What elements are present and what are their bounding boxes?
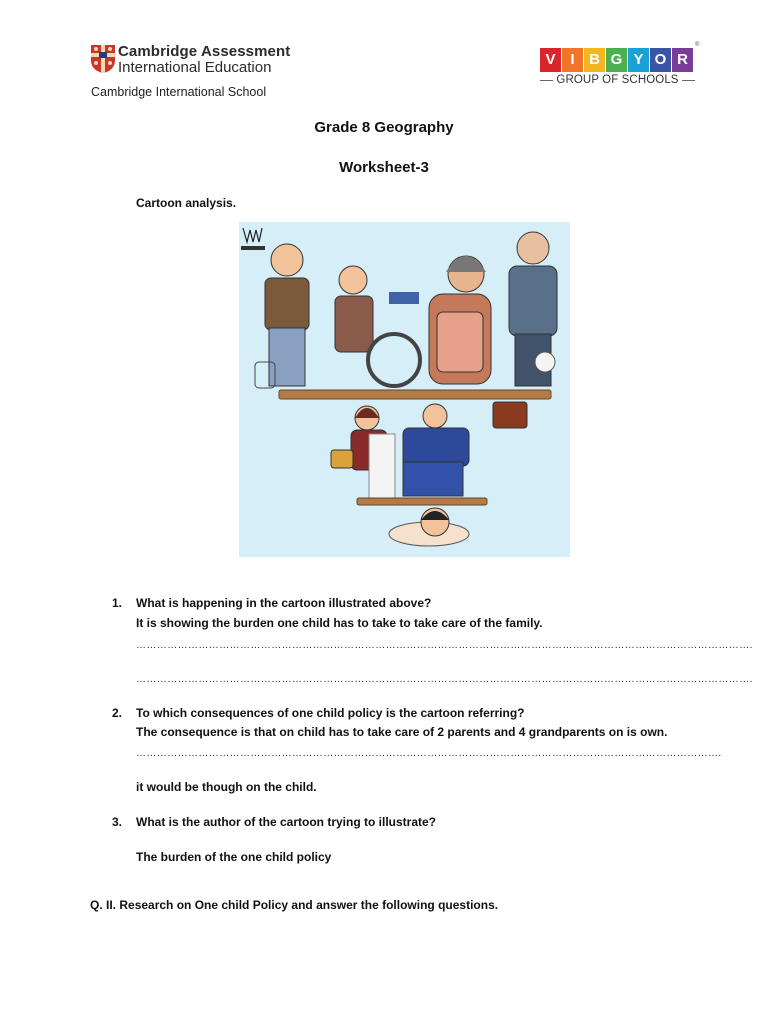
intro-text: Cartoon analysis. [136, 196, 237, 210]
answer-line-1b[interactable]: ……………………………………………………………………………………………………………………………………………………………. [136, 674, 753, 685]
page-title: Grade 8 Geography [314, 119, 454, 136]
cambridge-logo-text [118, 44, 290, 76]
question-2-answer: The consequence is that on child has to take care of 2 parents and 4 grandparents on is own. [136, 725, 668, 739]
answer-line-2[interactable]: ……………………………………………………………………………………………………………………………………………………. [136, 748, 722, 759]
vib-letter-g: G [606, 48, 627, 72]
question-3-number: 3. [112, 815, 123, 829]
cartoon-illustration [239, 222, 570, 557]
answer-line-1a[interactable]: ……………………………………………………………………………………………………………………………………………………………. [136, 640, 753, 651]
cambridge-shield-icon [90, 44, 116, 74]
question-3-text: What is the author of the cartoon trying to illustrate? [136, 815, 437, 829]
rule-right [682, 80, 695, 81]
worksheet-title: Worksheet-3 [339, 159, 429, 176]
vib-letter-v: V [540, 48, 561, 72]
question-1-text: What is happening in the cartoon illustrated above? [136, 596, 432, 610]
vibgyor-subtitle-text: GROUP OF SCHOOLS [556, 74, 679, 86]
question-3-answer: The burden of the one child policy [136, 850, 332, 864]
vib-letter-y: Y [628, 48, 649, 72]
section-2-label: Q. II. [90, 898, 117, 912]
section-2-text: Research on One child Policy and answer the following questions. [116, 898, 499, 912]
vib-letter-r: R [672, 48, 693, 72]
cambridge-line1: Cambridge Assessment [118, 43, 291, 60]
rule-left [540, 80, 553, 81]
section-2 [90, 897, 498, 913]
cambridge-line2: International Education [118, 59, 272, 76]
registered-mark: ® [695, 42, 700, 48]
vibgyor-logo [540, 48, 694, 72]
vib-letter-b: B [584, 48, 605, 72]
question-1-answer: It is showing the burden one child has to take to take care of the family. [136, 616, 543, 630]
question-2-number: 2. [112, 706, 123, 720]
school-name: Cambridge International School [91, 85, 267, 99]
question-2-answer-2: it would be though on the child. [136, 780, 317, 794]
vib-letter-o: O [650, 48, 671, 72]
question-2-text: To which consequences of one child policy is the cartoon referring? [136, 706, 525, 720]
vibgyor-subtitle [540, 74, 695, 86]
vib-letter-i: I [562, 48, 583, 72]
question-1-number: 1. [112, 596, 123, 610]
